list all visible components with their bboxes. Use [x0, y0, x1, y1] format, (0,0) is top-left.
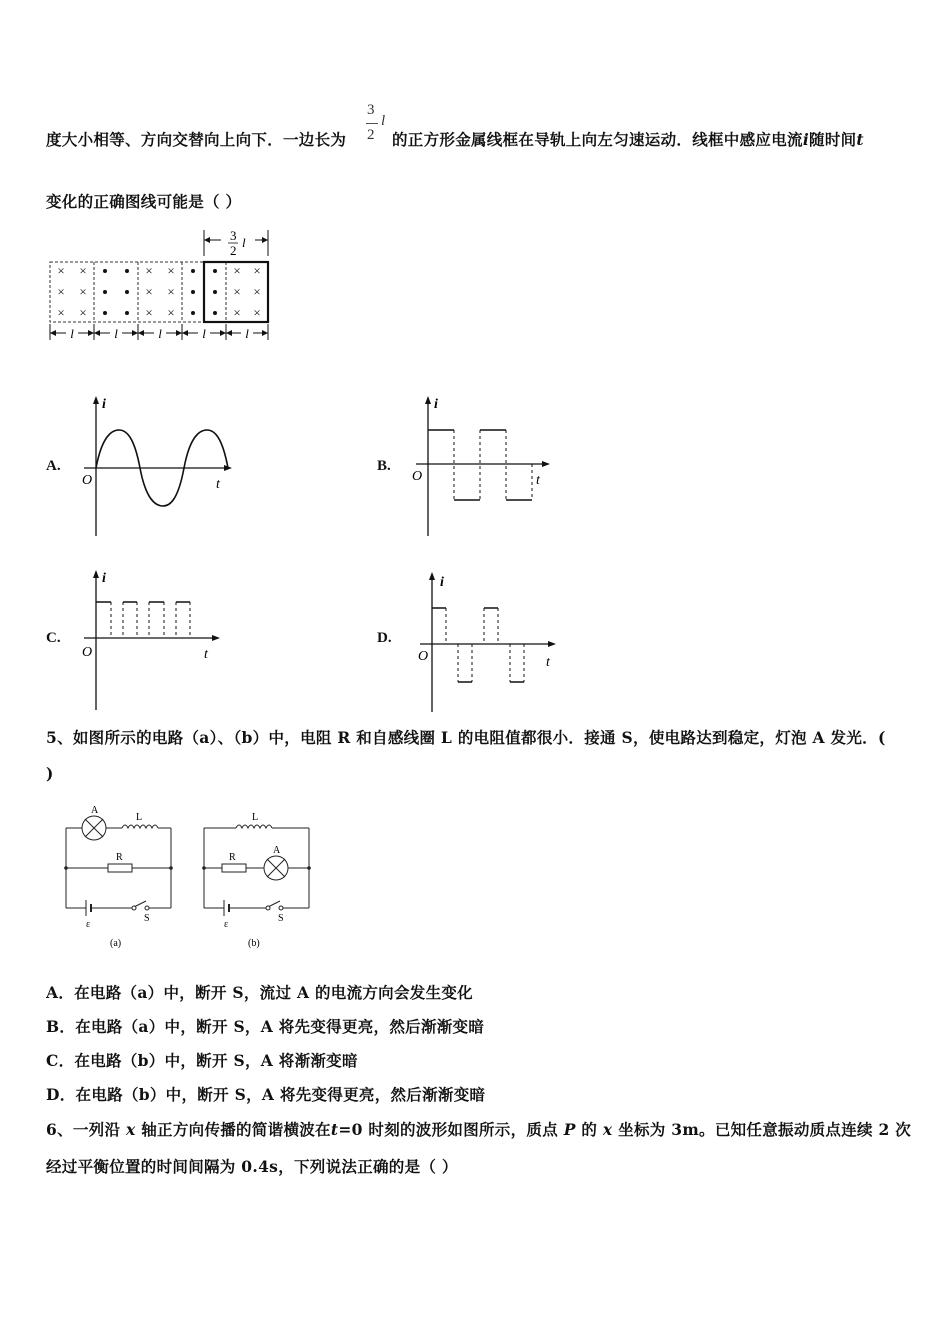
svg-text:×: × — [233, 305, 241, 320]
seg-label-1: l — [70, 326, 74, 341]
circuit-a-inductor-label: L — [136, 812, 143, 823]
circuit-b-lamp-label: A — [273, 845, 281, 856]
q6-var-x2: x — [602, 1120, 613, 1139]
circuit-b-inductor-label: L — [252, 812, 259, 823]
fig-top-var: l — [242, 235, 246, 250]
svg-text:×: × — [253, 284, 261, 299]
svg-text:×: × — [57, 305, 65, 320]
field-dots — [103, 269, 217, 315]
q5-option-b[interactable]: B．在电路（a）中，断开 S，A 将先变得更亮，然后渐渐变暗 — [46, 1017, 485, 1036]
svg-text:×: × — [57, 263, 65, 278]
graph-b-trace — [428, 430, 532, 500]
q5-option-a[interactable]: A．在电路（a）中，断开 S，流过 A 的电流方向会发生变化 — [46, 983, 473, 1002]
graph-d-alternating[interactable] — [412, 568, 572, 714]
q4-fraction-variable: l — [381, 113, 386, 129]
q4-fraction-bar — [366, 123, 378, 124]
graph-c-pulses[interactable] — [76, 566, 236, 712]
graph-d-axis-i: i — [440, 575, 444, 590]
circuit-b — [196, 800, 326, 950]
svg-text:×: × — [167, 284, 175, 299]
graph-a-sine[interactable] — [76, 392, 236, 538]
graph-b-edges — [454, 430, 532, 500]
q4-line2: 变化的正确图线可能是（ ） — [46, 192, 242, 211]
option-a-label[interactable]: A. — [46, 458, 61, 474]
graph-c-edges — [111, 602, 190, 638]
option-d-label[interactable]: D. — [377, 630, 392, 646]
graph-a-axis-t: t — [216, 477, 220, 492]
graph-b-axis-t: t — [536, 473, 540, 488]
q6-part-c: =0 时刻的波形如图所示，质点 — [338, 1120, 558, 1139]
graph-c-axis-t: t — [204, 647, 208, 662]
svg-text:×: × — [145, 305, 153, 320]
q4-fraction-denominator: 2 — [367, 127, 375, 143]
q6-part-d: 的 — [581, 1120, 598, 1139]
q6-line2: 经过平衡位置的时间间隔为 0.4s，下列说法正确的是（ ） — [46, 1157, 458, 1176]
graph-b-axis-i: i — [434, 397, 438, 412]
q5-line2: ) — [46, 764, 54, 783]
graph-b-origin: O — [412, 469, 423, 484]
q4-line1-part-a: 度大小相等、方向交替向上向下．一边长为 — [46, 130, 347, 149]
q4-line1-part-c: 随时间 — [809, 130, 857, 149]
circuit-a-battery-label: ε — [86, 919, 91, 930]
q5-option-c[interactable]: C．在电路（b）中，断开 S，A 将渐渐变暗 — [46, 1051, 358, 1070]
q4-fraction-numerator: 3 — [367, 102, 375, 118]
circuit-a-lamp-label: A — [91, 805, 99, 816]
svg-text:×: × — [79, 263, 87, 278]
field-symbols — [57, 263, 260, 320]
svg-text:×: × — [167, 263, 175, 278]
q4-line1 — [46, 128, 346, 150]
option-c-label[interactable]: C. — [46, 630, 61, 646]
svg-text:×: × — [145, 284, 153, 299]
q4-line1-part-b: 的正方形金属线框在导轨上向左匀速运动．线框中感应电流 — [392, 130, 803, 149]
option-b-label[interactable]: B. — [377, 458, 391, 474]
svg-text:×: × — [253, 305, 261, 320]
circuit-a-switch-label: S — [144, 913, 150, 924]
svg-text:×: × — [79, 284, 87, 299]
circuit-a-resistor-label: R — [116, 852, 123, 863]
svg-text:×: × — [167, 305, 175, 320]
q6-var-x: x — [126, 1120, 136, 1139]
seg-label-2: l — [114, 326, 118, 341]
graph-a-origin: O — [82, 473, 93, 488]
q4-field-figure — [46, 226, 276, 348]
graph-c-origin: O — [82, 645, 93, 660]
q4-var-i: i — [802, 130, 810, 149]
q5-line1: 5、如图所示的电路（a）、（b）中，电阻 R 和自感线圈 L 的电阻值都很小．接通 S，使电路达到稳定，灯泡 A 发光．( — [46, 728, 886, 747]
seg-label-3: l — [158, 326, 162, 341]
circuit-b-resistor-label: R — [229, 852, 236, 863]
svg-text:×: × — [233, 263, 241, 278]
svg-text:×: × — [57, 284, 65, 299]
q5-option-d[interactable]: D．在电路（b）中，断开 S，A 将先变得更亮，然后渐渐变暗 — [46, 1085, 486, 1104]
q6-part-a: 6、一列沿 — [46, 1120, 121, 1139]
graph-c-axis-i: i — [102, 571, 106, 586]
graph-d-origin: O — [418, 649, 429, 664]
svg-text:×: × — [79, 305, 87, 320]
q4-line1-rest — [392, 128, 864, 150]
graph-a-axis-i: i — [102, 397, 106, 412]
circuit-b-battery-label: ε — [224, 919, 229, 930]
seg-label-4: l — [202, 326, 206, 341]
circuit-b-switch-label: S — [278, 913, 284, 924]
q6-part-e: 坐标为 3m。已知任意振动质点连续 2 次 — [618, 1120, 912, 1139]
circuit-b-caption: (b) — [248, 938, 260, 949]
svg-text:×: × — [233, 284, 241, 299]
graph-d-edges — [446, 608, 524, 682]
fig-top-den: 2 — [230, 243, 237, 258]
graph-b-square[interactable] — [408, 392, 568, 538]
svg-text:×: × — [145, 263, 153, 278]
circuit-a — [58, 800, 188, 950]
q6-var-p: P — [563, 1120, 576, 1139]
q4-var-t: t — [856, 130, 864, 149]
fig-top-num: 3 — [230, 228, 237, 243]
svg-text:×: × — [253, 263, 261, 278]
q6-line1 — [46, 1118, 911, 1140]
seg-label-5: l — [245, 326, 249, 341]
q6-var-t: t — [330, 1120, 339, 1139]
q6-part-b: 轴正方向传播的简谐横波在 — [141, 1120, 331, 1139]
circuit-a-caption: (a) — [110, 938, 122, 949]
graph-d-axis-t: t — [546, 655, 550, 670]
